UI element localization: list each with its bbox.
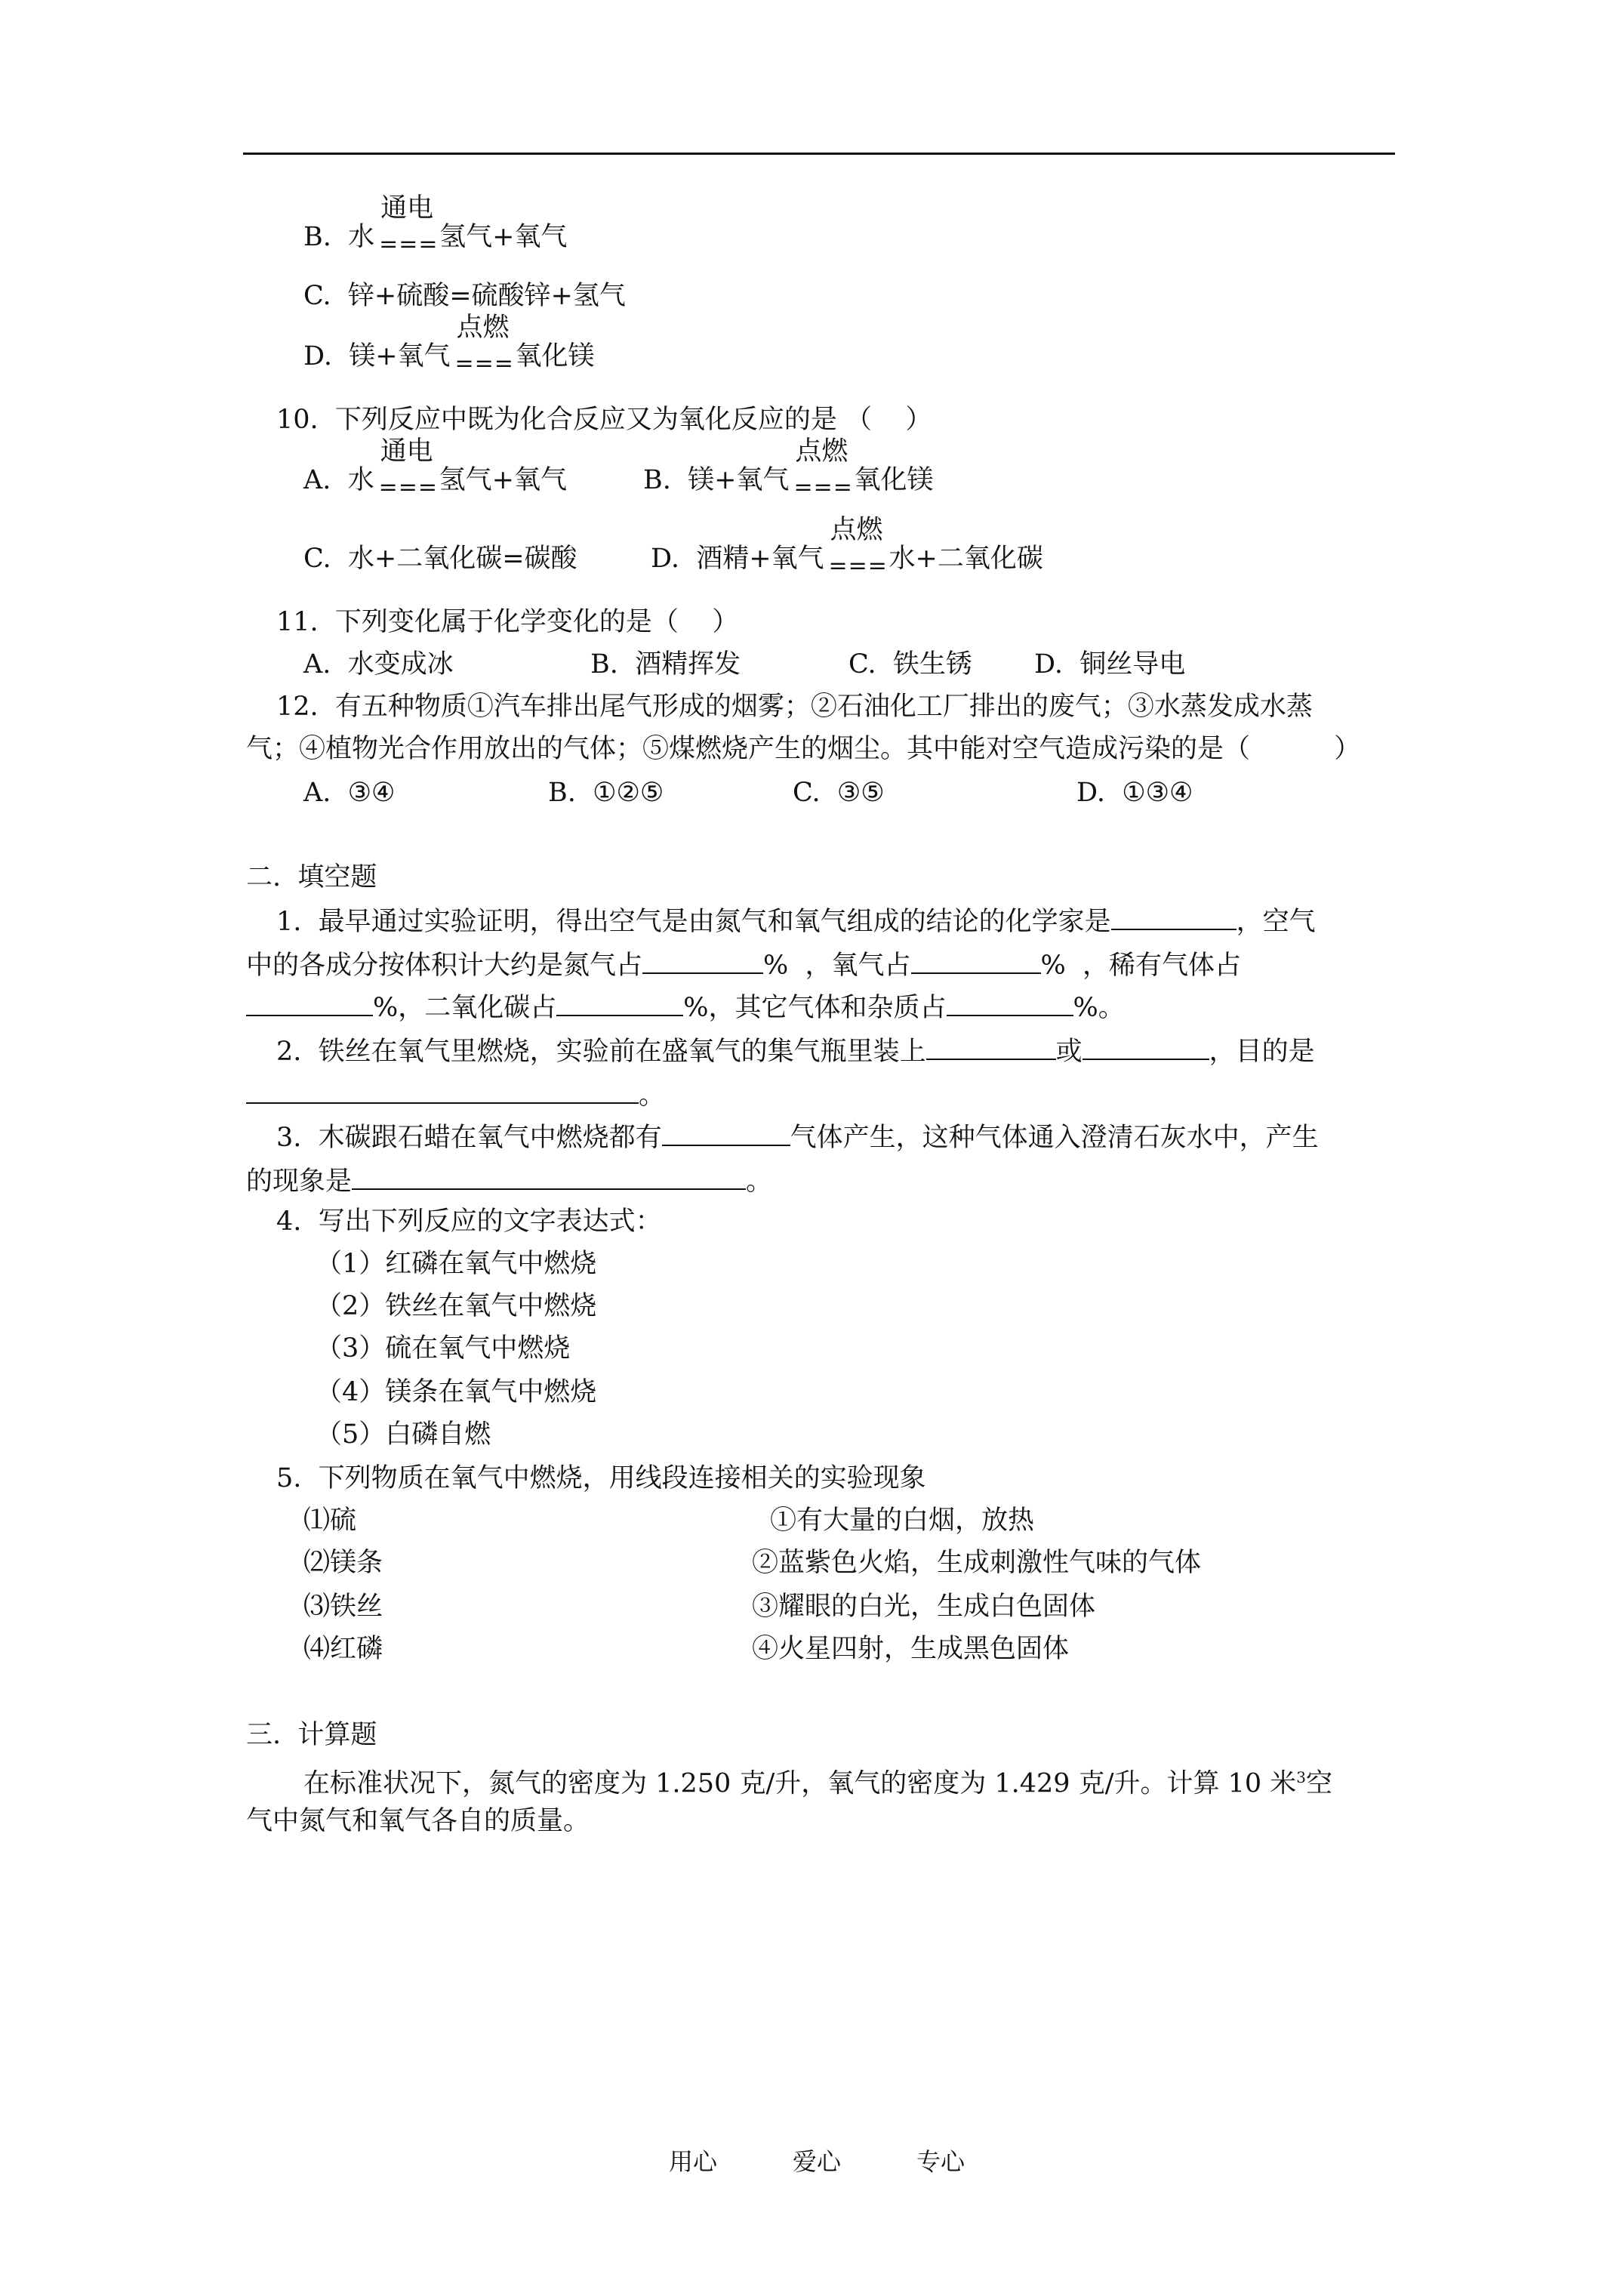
q9-option-b — [303, 193, 568, 257]
header-rule — [243, 153, 1395, 155]
reaction-arrow: === — [454, 350, 514, 377]
q11-stem: 11. 下列变化属于化学变化的是（ ） — [276, 607, 739, 637]
option-text: D. 酒精+氧气 — [651, 544, 824, 574]
match-right-item[interactable]: ①有大量的白烟，放热 — [770, 1505, 1035, 1536]
option-text: 氢气+氧气 — [439, 222, 568, 252]
question-text: 1. 最早通过实验证明，得出空气是由氮气和氧气组成的结论的化学家是 — [276, 907, 1111, 937]
answer-blank[interactable] — [1083, 1033, 1209, 1060]
fill-q3-line2 — [246, 1163, 772, 1198]
option-text: 水+二氧化碳 — [888, 544, 1043, 574]
match-left-item[interactable]: ⑷红磷 — [303, 1634, 383, 1664]
option-text: B. 水 — [303, 222, 375, 252]
answer-blank[interactable] — [1111, 903, 1236, 930]
match-right-item[interactable]: ②蓝紫色火焰，生成刺激性气味的气体 — [752, 1548, 1202, 1578]
fill-q4-item: （2）铁丝在氧气中燃烧 — [316, 1291, 597, 1321]
question-text: 的现象是 — [246, 1166, 353, 1197]
option-text: B. 镁+氧气 — [643, 465, 790, 495]
fill-q3-line1 — [276, 1119, 1319, 1154]
question-text: 。 — [746, 1166, 773, 1197]
fill-q1-line3 — [246, 989, 1125, 1025]
answer-blank[interactable] — [926, 1033, 1056, 1060]
reaction-condition — [828, 515, 888, 579]
q12-stem-line2: 气；④植物光合作用放出的气体；⑤煤燃烧产生的烟尘。其中能对空气造成污染的是（ ） — [246, 734, 1361, 764]
question-text: % ，氧气占 — [763, 951, 911, 981]
q9-option-c: C. 锌+硫酸=硫酸锌+氢气 — [303, 281, 626, 311]
answer-blank[interactable] — [246, 1077, 639, 1104]
condition-label: 点燃 — [456, 313, 510, 343]
q12-option-b: B. ①②⑤ — [548, 778, 664, 808]
question-text: ，空气 — [1236, 907, 1316, 937]
question-text: 气体产生，这种气体通入澄清石灰水中，产生 — [790, 1123, 1319, 1153]
question-text: ，目的是 — [1209, 1037, 1315, 1067]
fill-q4-item: （4）镁条在氧气中燃烧 — [316, 1377, 597, 1407]
answer-blank[interactable] — [642, 947, 763, 974]
condition-label: 点燃 — [795, 436, 848, 467]
superscript: 3 — [1296, 1768, 1307, 1786]
option-text: D. 镁+氧气 — [303, 341, 451, 371]
question-text: %，其它气体和杂质占 — [683, 993, 947, 1023]
q10-option-c: C. 水+二氧化碳=碳酸 — [303, 544, 577, 574]
q11-option-a: A. 水变成冰 — [303, 649, 454, 680]
q12-option-d: D. ①③④ — [1076, 778, 1193, 808]
option-text: 氢气+氧气 — [439, 465, 567, 495]
q10-stem: 10. 下列反应中既为化合反应又为氧化反应的是 （ ） — [276, 405, 932, 435]
option-text: 氧化镁 — [515, 341, 595, 371]
reaction-arrow: === — [793, 474, 853, 501]
fill-q4-stem: 4. 写出下列反应的文字表达式： — [276, 1207, 662, 1237]
q10-option-a — [303, 436, 567, 501]
q11-option-c: C. 铁生锈 — [848, 649, 972, 680]
q12-option-c: C. ③⑤ — [793, 778, 885, 808]
footer-text: 爱心 — [793, 2147, 842, 2176]
match-left-item[interactable]: ⑵镁条 — [303, 1548, 383, 1578]
option-text: 氧化镁 — [854, 465, 934, 495]
reaction-condition — [793, 436, 853, 501]
match-left-item[interactable]: ⑴硫 — [303, 1505, 357, 1536]
calc-line2: 气中氮气和氧气各自的质量。 — [246, 1806, 590, 1836]
question-text: 2. 铁丝在氧气里燃烧，实验前在盛氧气的集气瓶里装上 — [276, 1037, 926, 1067]
question-text: % ，稀有气体占 — [1040, 951, 1242, 981]
condition-label: 通电 — [380, 436, 433, 467]
calc-line1 — [303, 1761, 1332, 1801]
reaction-arrow: === — [379, 231, 439, 257]
footer-text: 专心 — [916, 2147, 965, 2176]
reaction-condition — [379, 193, 439, 257]
q11-option-d: D. 铜丝导电 — [1034, 649, 1186, 680]
reaction-condition — [454, 313, 514, 377]
q12-stem-line1: 12. 有五种物质①汽车排出尾气形成的烟雾；②石油化工厂排出的废气；③水蒸发成水蒸 — [276, 692, 1313, 722]
answer-blank[interactable] — [947, 989, 1073, 1016]
match-right-item[interactable]: ③耀眼的白光，生成白色固体 — [752, 1592, 1096, 1622]
question-text: %。 — [1073, 993, 1125, 1023]
q12-option-a: A. ③④ — [303, 778, 396, 808]
fill-q4-item: （5）白磷自燃 — [316, 1419, 491, 1450]
fill-q1-line2 — [246, 947, 1241, 982]
section-title-calculation: 三. 计算题 — [246, 1720, 377, 1750]
option-text: A. 水 — [303, 465, 374, 495]
question-text: %，二氧化碳占 — [373, 993, 557, 1023]
reaction-arrow: === — [378, 474, 439, 501]
answer-blank[interactable] — [662, 1119, 790, 1146]
question-text: 3. 木碳跟石蜡在氧气中燃烧都有 — [276, 1123, 662, 1153]
answer-blank[interactable] — [556, 989, 683, 1016]
answer-blank[interactable] — [911, 947, 1041, 974]
answer-blank[interactable] — [246, 989, 373, 1016]
fill-q4-item: （3）硫在氧气中燃烧 — [316, 1333, 571, 1364]
fill-q5-stem: 5. 下列物质在氧气中燃烧，用线段连接相关的实验现象 — [276, 1463, 926, 1493]
reaction-arrow: === — [828, 553, 888, 579]
fill-q2-line1 — [276, 1033, 1315, 1068]
q10-option-d — [651, 515, 1043, 579]
q10-option-b — [643, 436, 934, 501]
question-text: 在标准状况下，氮气的密度为 1.250 克/升，氧气的密度为 1.429 克/升。计算 10 米 — [303, 1768, 1297, 1799]
question-text: 空 — [1306, 1768, 1333, 1799]
condition-label: 通电 — [380, 193, 434, 223]
q9-option-d — [303, 313, 595, 377]
section-title-fill-in: 二. 填空题 — [246, 862, 377, 892]
question-text: 或 — [1055, 1037, 1083, 1067]
fill-q4-item: （1）红磷在氧气中燃烧 — [316, 1249, 597, 1279]
match-right-item[interactable]: ④火星四射，生成黑色固体 — [752, 1634, 1070, 1664]
fill-q1-line1 — [276, 903, 1316, 938]
answer-blank[interactable] — [352, 1163, 746, 1190]
q11-option-b: B. 酒精挥发 — [590, 649, 741, 680]
fill-q2-line2 — [246, 1077, 665, 1112]
condition-label: 点燃 — [830, 515, 883, 545]
reaction-condition — [378, 436, 439, 501]
match-left-item[interactable]: ⑶铁丝 — [303, 1592, 383, 1622]
question-text: 中的各成分按体积计大约是氮气占 — [246, 951, 643, 981]
question-text: 。 — [639, 1080, 666, 1111]
footer-text: 用心 — [669, 2147, 718, 2176]
